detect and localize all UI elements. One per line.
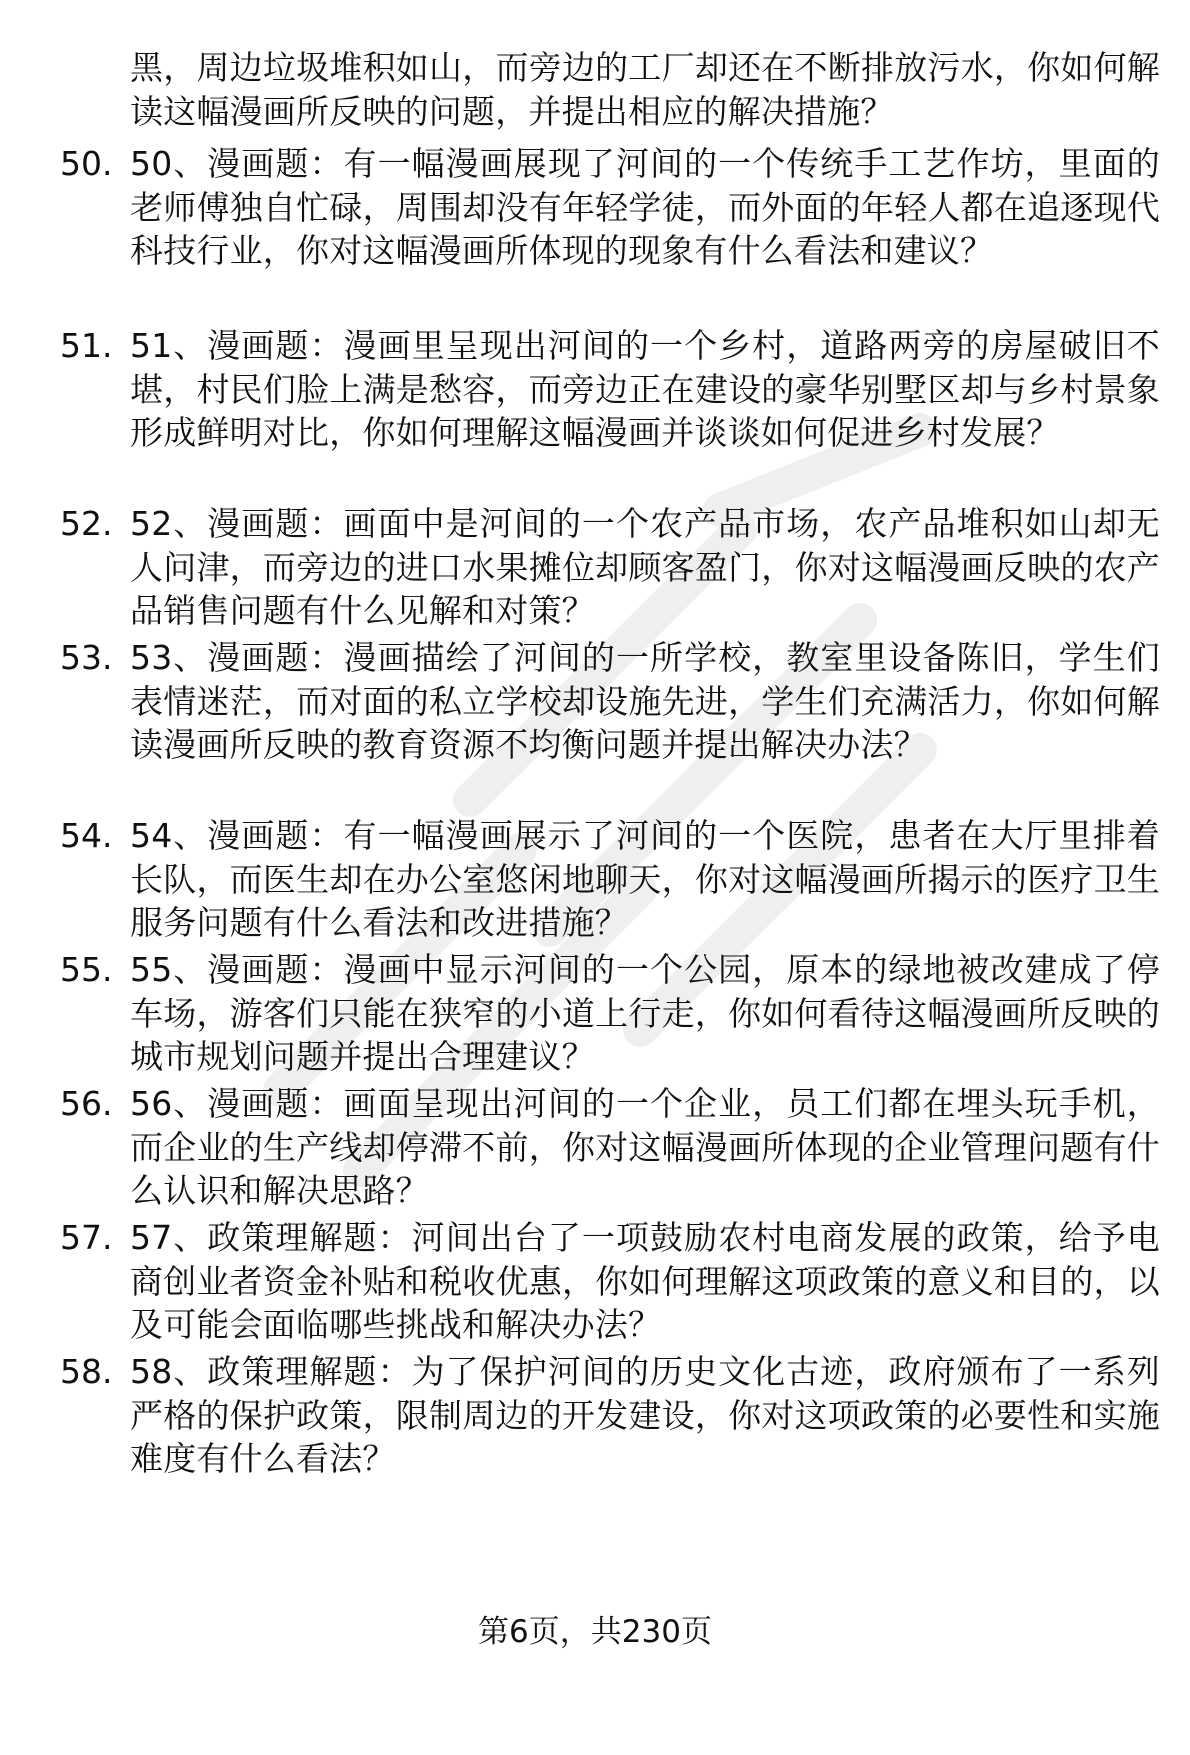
question-number: 50.: [60, 144, 113, 183]
question-text: 55、漫画题：漫画中显示河间的一个公园，原本的绿地被改建成了停车场，游客们只能在狭窄的小道上行走，你如何看待这幅漫画所反映的城市规划问题并提出合理建议？: [130, 950, 1160, 1076]
question-text: 56、漫画题：画面呈现出河间的一个企业，员工们都在埋头玩手机，而企业的生产线却停滞不前，你对这幅漫画所体现的企业管理问题有什么认识和解决思路？: [130, 1084, 1160, 1210]
page-footer: 第6页，共230页: [478, 1614, 712, 1650]
question-number: 53.: [60, 638, 113, 677]
question-number: 56.: [60, 1084, 113, 1123]
question-text: 57、政策理解题：河间出台了一项鼓励农村电商发展的政策，给予电商创业者资金补贴和税收优惠，你如何理解这项政策的意义和目的，以及可能会面临哪些挑战和解决办法？: [130, 1218, 1160, 1344]
question-text: 52、漫画题：画面中是河间的一个农产品市场，农产品堆积如山却无人问津，而旁边的进口水果摊位却顾客盈门，你对这幅漫画反映的农产品销售问题有什么见解和对策？: [130, 504, 1160, 630]
question-text: 53、漫画题：漫画描绘了河间的一所学校，教室里设备陈旧，学生们表情迷茫，而对面的私立学校却设施先进，学生们充满活力，你如何解读漫画所反映的教育资源不均衡问题并提出解决办法？: [130, 638, 1160, 764]
question-text: 51、漫画题：漫画里呈现出河间的一个乡村，道路两旁的房屋破旧不堪，村民们脸上满是愁容，而旁边正在建设的豪华别墅区却与乡村景象形成鲜明对比，你如何理解这幅漫画并谈谈如何促进乡村发展？: [130, 326, 1160, 452]
question-number: 55.: [60, 950, 113, 989]
question-text: 54、漫画题：有一幅漫画展示了河间的一个医院，患者在大厅里排着长队，而医生却在办公室悠闲地聊天，你对这幅漫画所揭示的医疗卫生服务问题有什么看法和改进措施？: [130, 816, 1160, 942]
continued-paragraph: 黑，周边垃圾堆积如山，而旁边的工厂却还在不断排放污水，你如何解读这幅漫画所反映的问题，并提出相应的解决措施？: [130, 48, 1160, 131]
question-number: 52.: [60, 504, 113, 543]
question-number: 51.: [60, 326, 113, 365]
question-text: 58、政策理解题：为了保护河间的历史文化古迹，政府颁布了一系列严格的保护政策，限制周边的开发建设，你对这项政策的必要性和实施难度有什么看法？: [130, 1352, 1160, 1478]
question-number: 58.: [60, 1352, 113, 1391]
question-number: 57.: [60, 1218, 113, 1257]
question-text: 50、漫画题：有一幅漫画展现了河间的一个传统手工艺作坊，里面的老师傅独自忙碌，周围却没有年轻学徒，而外面的年轻人都在追逐现代科技行业，你对这幅漫画所体现的现象有什么看法和建议？: [130, 144, 1160, 270]
question-number: 54.: [60, 816, 113, 855]
